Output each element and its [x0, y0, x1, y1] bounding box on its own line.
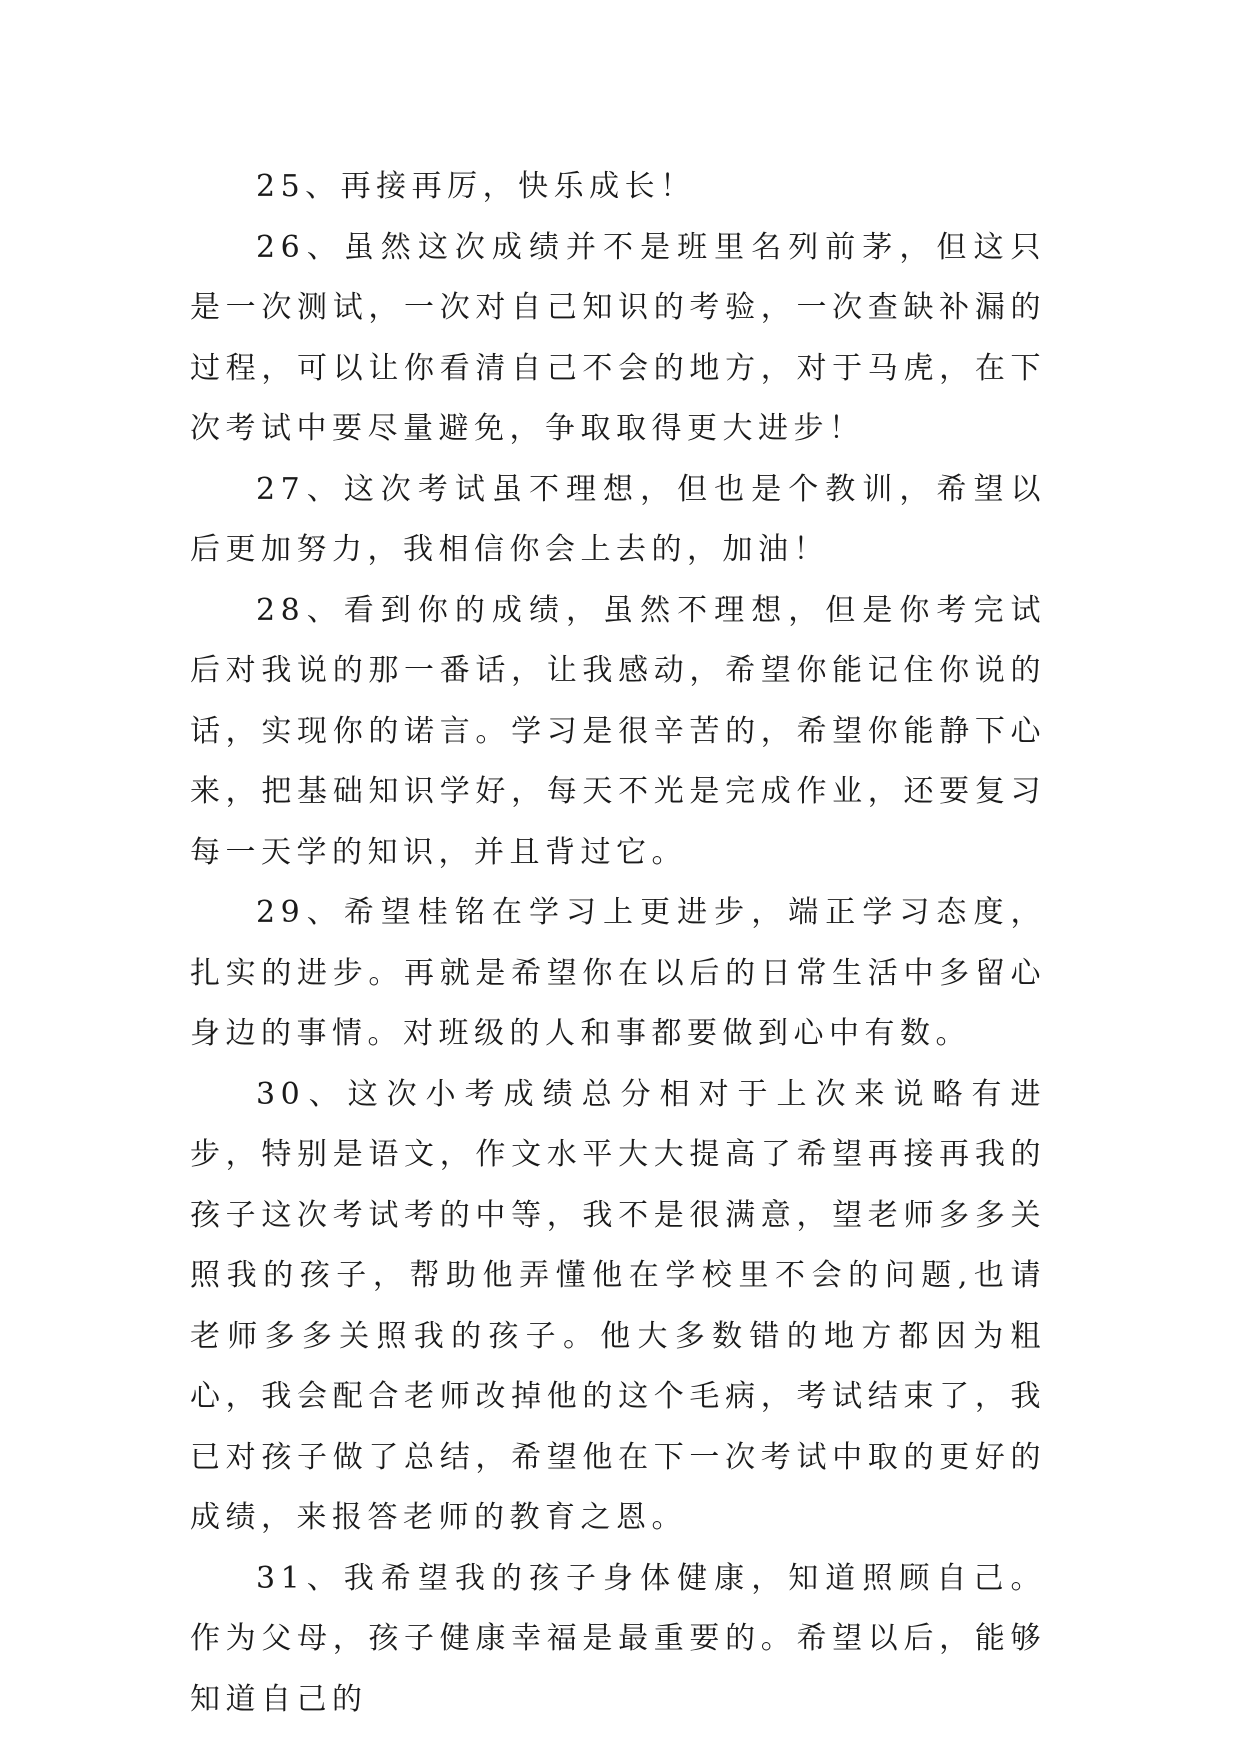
paragraph-25: 25、再接再厉，快乐成长！	[256, 169, 696, 204]
document-body	[190, 157, 1046, 1730]
paragraph-30: 30、这次小考成绩总分相对于上次来说略有进步，特别是语文，作文水平大大提高了希望再接再我的孩子这次考试考的中等，我不是很满意，望老师多多关照我的孩子，帮助他弄懂他在学校里不会的问题,也请老师多多关照我的孩子。他大多数错的地方都因为粗心，我会配合老师改掉他的这个毛病，考试结束了，我已对孩子做了总结，希望他在下一次考试中取的更好的成绩，来报答老师的教育之恩。	[190, 1076, 1046, 1535]
paragraph-31: 31、我希望我的孩子身体健康，知道照顾自己。作为父母，孩子健康幸福是最重要的。希望以后，能够知道自己的	[190, 1560, 1046, 1717]
paragraph-27: 27、这次考试虽不理想，但也是个教训，希望以后更加努力，我相信你会上去的，加油！	[190, 471, 1046, 567]
paragraph-26: 26、虽然这次成绩并不是班里名列前茅，但这只是一次测试，一次对自己知识的考验，一次查缺补漏的过程，可以让你看清自己不会的地方，对于马虎，在下次考试中要尽量避免，争取取得更大进步！	[190, 229, 1046, 446]
paragraph-28: 28、看到你的成绩，虽然不理想，但是你考完试后对我说的那一番话，让我感动，希望你能记住你说的话，实现你的诺言。学习是很辛苦的，希望你能静下心来，把基础知识学好，每天不光是完成作业，还要复习每一天学的知识，并且背过它。	[190, 592, 1046, 870]
paragraph-29: 29、希望桂铭在学习上更进步，端正学习态度，扎实的进步。再就是希望你在以后的日常生活中多留心身边的事情。对班级的人和事都要做到心中有数。	[190, 895, 1046, 1051]
